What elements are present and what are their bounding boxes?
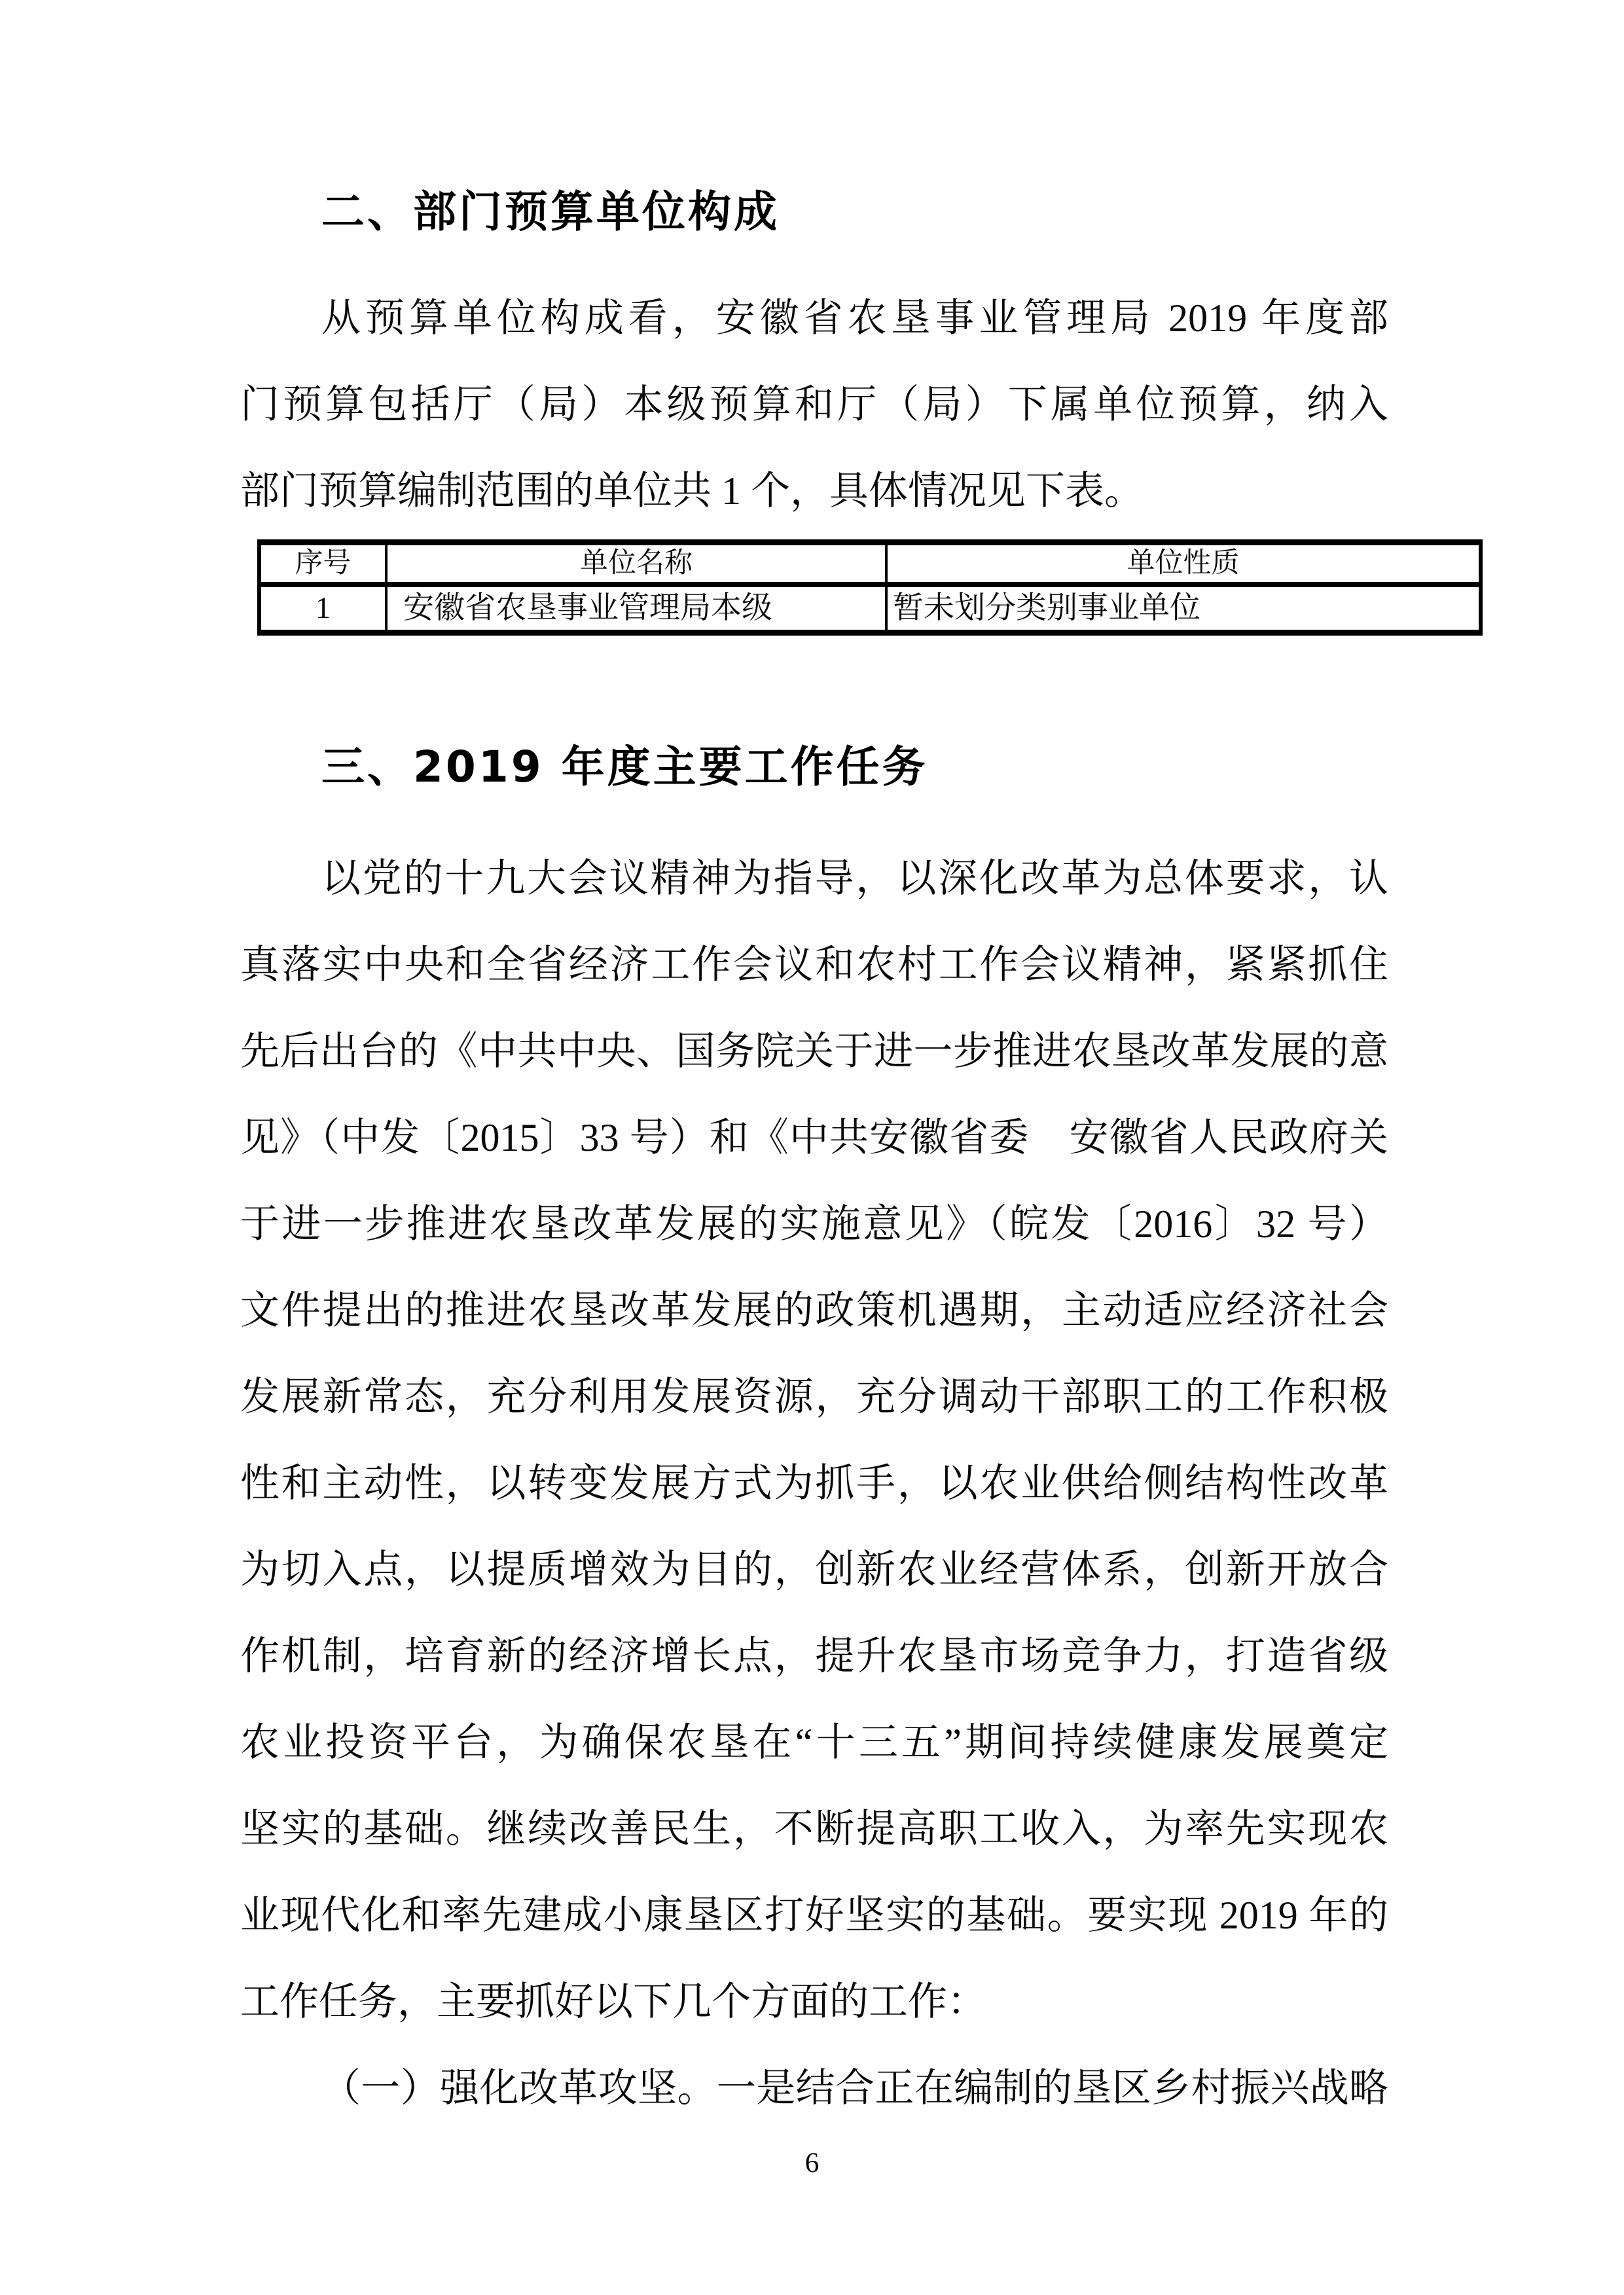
paragraph-line: 于进一步推进农垦改革发展的实施意见》（皖发〔2016〕32 号） [240, 1202, 1388, 1246]
section3-heading: 三、2019 年度主要工作任务 [321, 742, 928, 792]
paragraph-line: 先后出台的《中共中央、国务院关于进一步推进农垦改革发展的意 [240, 1030, 1388, 1073]
table-header-row [259, 543, 1481, 585]
table-header-unit-type: 单位性质 [886, 543, 1481, 585]
section3-paragraph [240, 835, 1388, 2045]
paragraph-line: 从预算单位构成看，安徽省农垦事业管理局 2019 年度部 [321, 297, 1388, 340]
paragraph-line: 为切入点，以提质增效为目的，创新农业经营体系，创新开放合 [240, 1548, 1388, 1591]
section3-subitem-paragraph [240, 2045, 1388, 2131]
paragraph-line: 性和主动性，以转变发展方式为抓手，以农业供给侧结构性改革 [240, 1462, 1388, 1505]
paragraph-line: 发展新常态，充分利用发展资源，充分调动干部职工的工作积极 [240, 1375, 1388, 1419]
paragraph-line: 部门预算编制范围的单位共 1 个，具体情况见下表。 [240, 469, 1144, 513]
table-cell-unit-name: 安徽省农垦事业管理局本级 [386, 585, 886, 633]
paragraph-line: 真落实中央和全省经济工作会议和农村工作会议精神，紧紧抓住 [240, 943, 1388, 986]
paragraph-line: 文件提出的推进农垦改革发展的政策机遇期，主动适应经济社会 [240, 1289, 1388, 1332]
table-header-row [259, 543, 1481, 585]
paragraph-line: 坚实的基础。继续改善民生，不断提高职工收入，为率先实现农 [240, 1807, 1388, 1851]
paragraph-line: 见》（中发〔2015〕33 号）和《中共安徽省委 安徽省人民政府关 [240, 1116, 1388, 1159]
paragraph-line: 农业投资平台，为确保农垦在“十三五”期间持续健康发展奠定 [240, 1721, 1388, 1764]
budget-units-table [257, 539, 1483, 636]
paragraph-line: 作机制，培育新的经济增长点，提升农垦市场竞争力，打造省级 [240, 1635, 1388, 1678]
paragraph-line: 门预算包括厅（局）本级预算和厅（局）下属单位预算，纳入 [240, 383, 1388, 426]
section2-heading: 二、部门预算单位构成 [321, 187, 780, 237]
table-cell-seq: 1 [259, 585, 386, 633]
section2-paragraph [240, 275, 1388, 534]
table-row [259, 585, 1481, 633]
paragraph-line: 以党的十九大会议精神为指导，以深化改革为总体要求，认 [321, 857, 1388, 900]
paragraph-line: （一）强化改革攻坚。一是结合正在编制的垦区乡村振兴战略 [321, 2067, 1388, 2110]
paragraph-line: 业现代化和率先建成小康垦区打好坚实的基础。要实现 2019 年的 [240, 1894, 1388, 1937]
page-number: 6 [804, 2148, 820, 2178]
table-cell-unit-type: 暂未划分类别事业单位 [886, 585, 1481, 633]
table-header-seq: 序号 [259, 543, 386, 585]
paragraph-line: 工作任务，主要抓好以下几个方面的工作： [240, 1980, 986, 2023]
table-header-unit-name: 单位名称 [386, 543, 886, 585]
